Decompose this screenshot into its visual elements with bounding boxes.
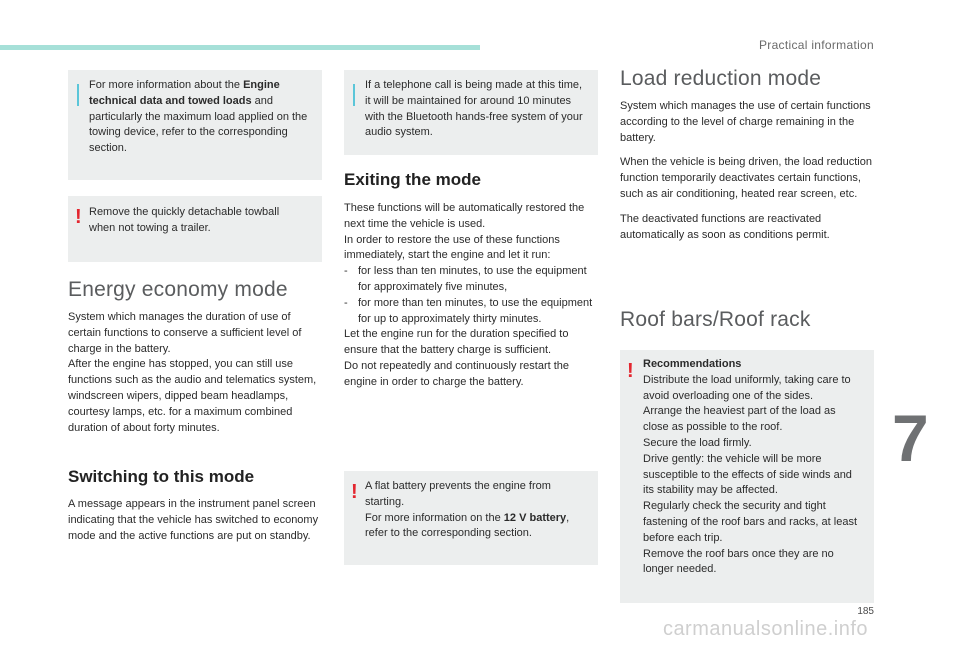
warning-exclamation-icon: !: [75, 206, 82, 228]
list-item: Regularly check the security and tight fastening of the roof bars and racks, at least before each trip.: [643, 500, 858, 544]
list-item: - for more than ten minutes, to use the equipment for up to approximately thirty minutes.: [344, 296, 593, 325]
energy-economy-text: System which manages the duration of use of certain functions to conserve a sufficient level of charge in the battery. After the engine has stopped, you can still use functions such as the audio and telematics system, windscreen wipers, dipped beam headlamps, courtesy lamps, etc. for a maximum combined duration of about forty minutes.: [68, 311, 317, 434]
info-box-telephone: [344, 70, 598, 155]
header-accent-bar: [0, 45, 480, 50]
engine-data-link-text: Engine technical data and towed loads: [89, 79, 280, 107]
list-item: Arrange the heaviest part of the load as close as possible to the roof.: [643, 405, 836, 434]
switching-mode-heading: Switching to this mode: [68, 467, 255, 486]
warning-exclamation-icon: !: [351, 481, 358, 503]
roof-recommendations-text: [643, 357, 860, 578]
page-number: 185: [857, 606, 874, 617]
exiting-mode-heading: Exiting the mode: [344, 170, 481, 189]
chapter-number: 7: [892, 401, 929, 475]
load-reduction-text: System which manages the use of certain functions according to the level of charge remaining in the battery. When the vehicle is being driven, the load reduction function temporarily deactivates certain functions, such as air conditioning, heated rear screen, etc. The deactivated functions are reactivated automatically as soon as conditions permit.: [620, 100, 872, 241]
roof-bars-heading: Roof bars/Roof rack: [620, 308, 811, 331]
warning-exclamation-icon: !: [627, 360, 634, 382]
list-item: - for less than ten minutes, to use the equipment for approximately five minutes,: [344, 265, 587, 293]
list-item: Remove the roof bars once they are no longer needed.: [643, 547, 834, 576]
switching-mode-text: A message appears in the instrument panel screen indicating that the vehicle has switched to economy mode and the active functions are put on standby.: [68, 498, 319, 542]
load-reduction-heading: Load reduction mode: [620, 67, 822, 90]
info-box-text: For more information about the Engine technical data and towed loads and particularly the maximum load applied on the towing device, refer to the corresponding section.: [89, 79, 308, 155]
exiting-mode-text: These functions will be automatically restored the next time the vehicle is used. In order to restore the use of these functions immediately, start the engine and let it run: - for less than ten minutes, to use the equipment for approximately five minutes, - for more than ten minutes, to use the equipment for up to approximately thirty minutes. Let the engine run for the duration specified to ensure that the battery charge is sufficient. Do not repeatedly and continuously restart the engine in order to charge the battery.: [344, 201, 598, 391]
warning-box-text: A flat battery prevents the engine from starting. For more information on the 12 V battery, refer to the corresponding section.: [365, 480, 570, 540]
list-item: Distribute the load uniformly, taking care to avoid overloading one of the sides.: [643, 373, 851, 402]
info-box-engine-data: [68, 70, 322, 180]
warning-box-text: Remove the quickly detachable towball when not towing a trailer.: [89, 206, 280, 234]
warning-box-towball: [68, 196, 322, 262]
info-bar-icon: [353, 84, 355, 106]
section-title: Practical information: [758, 38, 874, 52]
info-bar-icon: [77, 84, 79, 106]
watermark: carmanualsonline.info: [662, 618, 868, 640]
info-box-text: If a telephone call is being made at this time, it will be maintained for around 10 minutes with the Bluetooth hands-free system of your audio system.: [365, 79, 583, 139]
battery-link-text: 12 V battery: [503, 511, 567, 524]
list-item: Secure the load firmly.: [643, 436, 752, 449]
warning-box-flat-battery: [344, 471, 598, 565]
warning-box-roof-recommendations: [620, 350, 874, 603]
list-item: Drive gently: the vehicle will be more susceptible to the effects of side winds and its stability may be affected.: [643, 452, 852, 497]
recommendations-title: Recommendations: [643, 358, 742, 370]
energy-economy-heading: Energy economy mode: [68, 278, 288, 301]
